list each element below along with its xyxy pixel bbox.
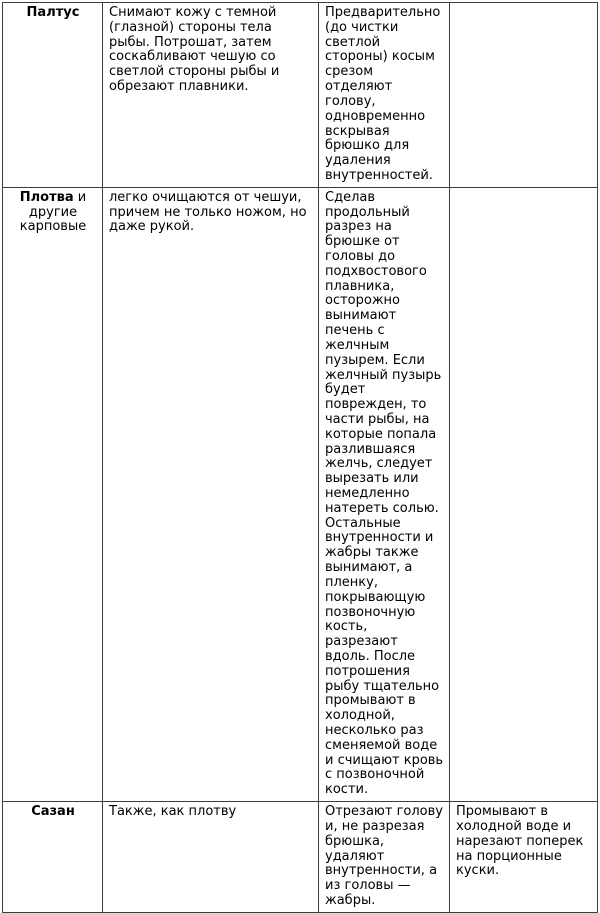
table-row: [3, 3, 598, 188]
washing-cell: [450, 187, 598, 801]
fish-name-cell: [3, 3, 103, 188]
gutting-cell: Сделав продольный разрез на брюшке от головы до подхвостового плавника, осторожно вынимают печень с желчным пузырем. Если желчный пузырь будет поврежден, то части рыбы, на которые попала разлившаяся желчь, следует вырезать или немедленно натереть солью. Остальные внутренности и жабры также вынимают, а пленку, покрывающую позвоночную кость, разрезают вдоль. После потрошения рыбу тщательно промывают в холодной, несколько раз сменяемой воде и счищают кровь с позвоночной кости.: [319, 187, 450, 801]
gutting-cell: Отрезают голову и, не разрезая брюшка, удаляют внутренности, а из головы — жабры.: [319, 802, 450, 913]
fish-name-bold: Плотва: [19, 189, 74, 205]
scaling-cell: легко очищаются от чешуи, причем не только ножом, но даже рукой.: [103, 187, 319, 801]
scaling-cell: Снимают кожу с темной (глазной) стороны тела рыбы. Потрошат, затем соскабливают чешую со светлой стороны рыбы и обрезают плавники.: [103, 3, 319, 188]
washing-cell: Промывают в холодной воде и нарезают поперек на порционные куски.: [450, 802, 598, 913]
fish-preparation-table: [2, 2, 598, 913]
gutting-cell: Предварительно (до чистки светлой стороны) косым срезом отделяют голову, одновременно вскрывая брюшко для удаления внутренностей.: [319, 3, 450, 188]
washing-cell: [450, 3, 598, 188]
fish-name-bold: Сазан: [31, 804, 75, 820]
table-row: [3, 802, 598, 913]
table-row: [3, 187, 598, 801]
scaling-cell: Также, как плотву: [103, 802, 319, 913]
fish-name-bold: Палтус: [26, 5, 80, 20]
fish-name-cell: [3, 802, 103, 913]
fish-name-cell: [3, 187, 103, 801]
fish-name-rest: и другие карповые: [19, 189, 87, 235]
